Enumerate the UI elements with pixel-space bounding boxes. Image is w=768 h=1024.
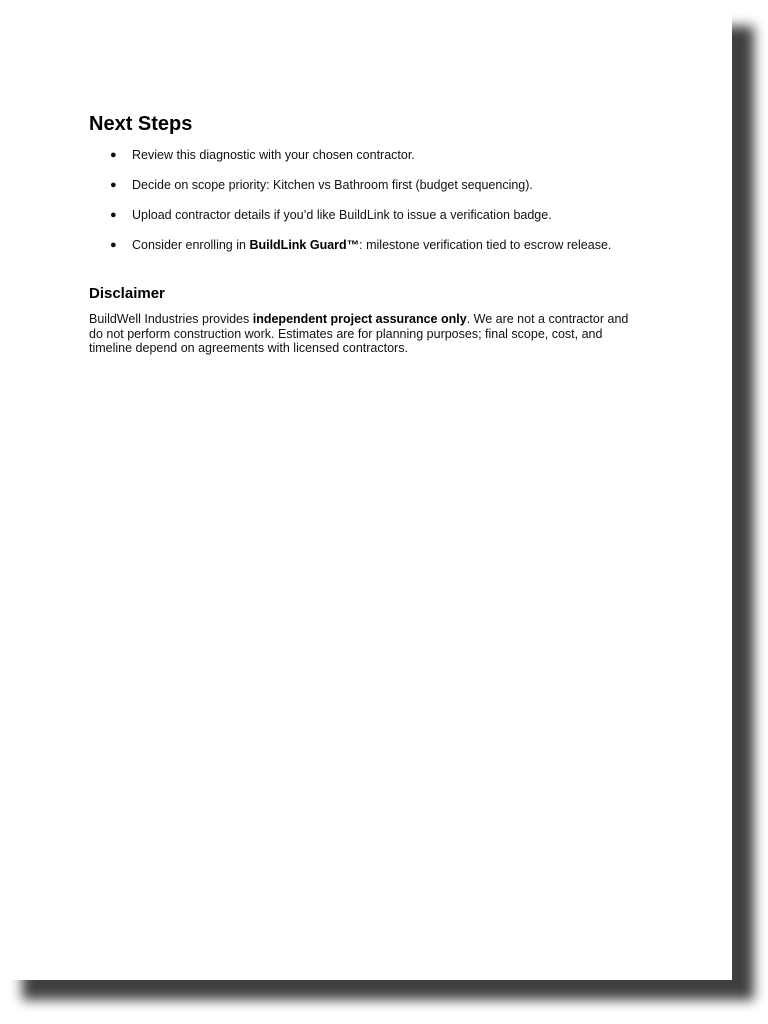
disclaimer-heading: Disclaimer [89, 285, 165, 302]
disclaimer-text-after: . We are not a contractor and do not perform construction work. Estimates are for planning purposes; final scope, cost, and timeline depend on agreements with licensed contractors. [89, 312, 629, 355]
disclaimer-paragraph [89, 312, 634, 356]
page-content [89, 111, 649, 356]
bullet-icon: ● [110, 239, 117, 251]
disclaimer-emphasis: independent project assurance only [252, 312, 467, 326]
buildlink-guard-name: BuildLink Guard™ [249, 238, 360, 252]
bullet-icon: ● [110, 209, 117, 221]
list-item [89, 146, 649, 164]
list-item-text: Review this diagnostic with your chosen contractor. [132, 148, 415, 162]
list-item-text: Decide on scope priority: Kitchen vs Bathroom first (budget sequencing). [132, 178, 533, 192]
bullet-icon: ● [110, 149, 117, 161]
list-item-text-after: : milestone verification tied to escrow release. [359, 238, 612, 252]
list-item [89, 206, 649, 224]
disclaimer-text-before: BuildWell Industries provides [89, 312, 253, 326]
list-item-text-before: Consider enrolling in [132, 238, 250, 252]
next-steps-heading: Next Steps [89, 113, 193, 135]
bullet-icon: ● [110, 179, 117, 191]
next-steps-list [89, 146, 649, 254]
list-item-text: Upload contractor details if you’d like BuildLink to issue a verification badge. [132, 208, 552, 222]
list-item [89, 176, 649, 194]
list-item [89, 236, 649, 254]
